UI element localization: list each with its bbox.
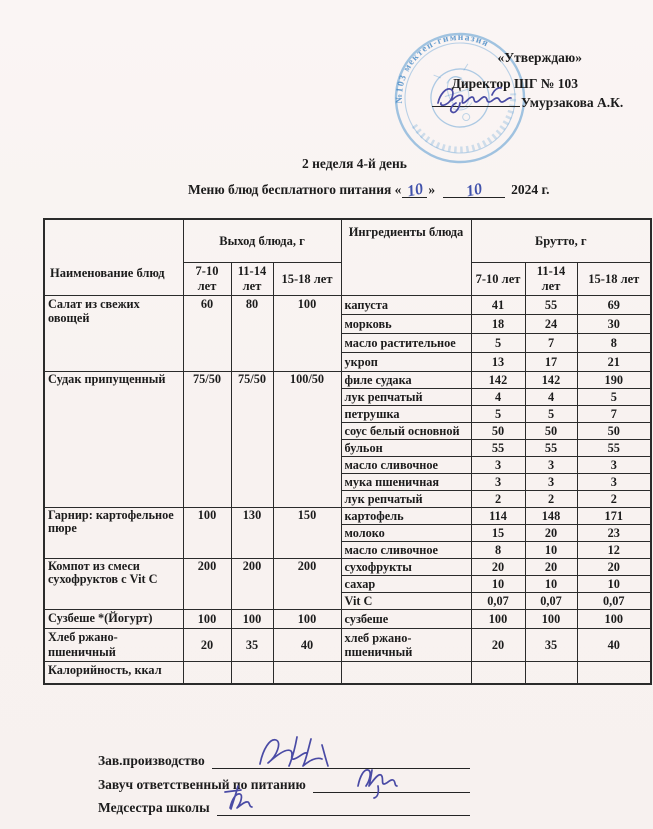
output-cell: 100 bbox=[183, 610, 231, 629]
header-age-15-18: 15-18 лет bbox=[577, 263, 651, 296]
gross-cell: 13 bbox=[471, 353, 525, 372]
gross-cell: 8 bbox=[471, 542, 525, 559]
gross-cell: 15 bbox=[471, 525, 525, 542]
gross-cell: 100 bbox=[577, 610, 651, 629]
output-cell: 75/50 bbox=[183, 372, 231, 508]
ingredient-cell: филе судака bbox=[341, 372, 471, 389]
ingredient-cell: морковь bbox=[341, 315, 471, 334]
gross-cell: 55 bbox=[525, 440, 577, 457]
header-age-11-14: 11-14 лет bbox=[231, 263, 273, 296]
output-cell: 200 bbox=[183, 559, 231, 610]
director-title: Директор ШГ № 103 bbox=[451, 76, 578, 91]
ingredient-cell: Vit C bbox=[341, 593, 471, 610]
output-cell bbox=[273, 662, 341, 685]
output-cell: 150 bbox=[273, 508, 341, 559]
gross-cell: 3 bbox=[471, 457, 525, 474]
production-manager-signature-line bbox=[212, 767, 470, 769]
gross-cell: 20 bbox=[471, 559, 525, 576]
gross-cell: 190 bbox=[577, 372, 651, 389]
ingredient-cell: масло сливочное bbox=[341, 542, 471, 559]
gross-cell: 20 bbox=[525, 559, 577, 576]
ingredient-cell: лук репчатый bbox=[341, 389, 471, 406]
gross-cell: 3 bbox=[577, 474, 651, 491]
dish-name-cell: Гарнир: картофельное пюре bbox=[44, 508, 183, 559]
menu-date-line bbox=[188, 180, 550, 201]
output-cell: 75/50 bbox=[231, 372, 273, 508]
gross-cell: 17 bbox=[525, 353, 577, 372]
gross-cell: 3 bbox=[577, 457, 651, 474]
header-dish-name: Наименование блюд bbox=[44, 219, 183, 296]
gross-cell: 171 bbox=[577, 508, 651, 525]
menu-table bbox=[43, 218, 652, 685]
gross-cell: 21 bbox=[577, 353, 651, 372]
gross-cell: 4 bbox=[525, 389, 577, 406]
gross-cell: 55 bbox=[577, 440, 651, 457]
output-cell: 100 bbox=[231, 610, 273, 629]
dish-name-cell: Сузбеше *(Йогурт) bbox=[44, 610, 183, 629]
gross-cell: 2 bbox=[471, 491, 525, 508]
footer-line-nutrition bbox=[98, 773, 470, 793]
gross-cell: 3 bbox=[525, 457, 577, 474]
menu-line-prefix: Меню блюд бесплатного питания « bbox=[188, 182, 402, 197]
gross-cell bbox=[471, 662, 525, 685]
gross-cell: 7 bbox=[577, 406, 651, 423]
gross-cell: 20 bbox=[471, 629, 525, 662]
gross-cell: 142 bbox=[525, 372, 577, 389]
dish-name-cell: Хлеб ржано-пшеничный bbox=[44, 629, 183, 662]
handwritten-day: 10 bbox=[405, 180, 425, 201]
ingredient-cell: молоко bbox=[341, 525, 471, 542]
dish-name-cell: Салат из свежих овощей bbox=[44, 296, 183, 372]
gross-cell: 7 bbox=[525, 334, 577, 353]
date-day-underline bbox=[402, 180, 427, 201]
stamp-arc-text: №103 мектеп-гимназия bbox=[394, 32, 491, 104]
table-row bbox=[44, 372, 651, 389]
output-cell: 100 bbox=[183, 508, 231, 559]
gross-cell: 148 bbox=[525, 508, 577, 525]
gross-cell: 23 bbox=[577, 525, 651, 542]
gross-cell: 40 bbox=[577, 629, 651, 662]
gross-cell: 50 bbox=[471, 423, 525, 440]
header-gross-group: Брутто, г bbox=[471, 219, 651, 263]
header-ingredients: Ингредиенты блюда bbox=[341, 219, 471, 296]
gross-cell: 0,07 bbox=[525, 593, 577, 610]
nurse-signature-line bbox=[217, 814, 470, 816]
quote-close: » bbox=[428, 182, 436, 197]
footer-line-production bbox=[98, 749, 470, 769]
ingredient-cell: соус белый основной bbox=[341, 423, 471, 440]
gross-cell: 5 bbox=[471, 334, 525, 353]
footer-line-nurse bbox=[98, 796, 470, 816]
dish-name-cell: Судак припущенный bbox=[44, 372, 183, 508]
output-cell: 100 bbox=[273, 610, 341, 629]
gross-cell: 20 bbox=[577, 559, 651, 576]
header-age-7-10: 7-10 лет bbox=[183, 263, 231, 296]
nutrition-head-signature-line bbox=[313, 791, 470, 793]
output-cell: 60 bbox=[183, 296, 231, 372]
gross-cell: 50 bbox=[577, 423, 651, 440]
nurse-label: Медсестра школы bbox=[98, 800, 210, 815]
gross-cell: 5 bbox=[471, 406, 525, 423]
header-age-15-18: 15-18 лет bbox=[273, 263, 341, 296]
gross-cell: 100 bbox=[471, 610, 525, 629]
header-age-7-10: 7-10 лет bbox=[471, 263, 525, 296]
gross-cell: 55 bbox=[471, 440, 525, 457]
ingredient-cell: капуста bbox=[341, 296, 471, 315]
table-row bbox=[44, 662, 651, 685]
gross-cell: 41 bbox=[471, 296, 525, 315]
table-row bbox=[44, 629, 651, 662]
ingredient-cell bbox=[341, 662, 471, 685]
dish-name-cell: Компот из смеси сухофруктов с Vit C bbox=[44, 559, 183, 610]
output-cell: 35 bbox=[231, 629, 273, 662]
output-cell: 130 bbox=[231, 508, 273, 559]
date-month-underline bbox=[443, 180, 505, 201]
ingredient-cell: картофель bbox=[341, 508, 471, 525]
ingredient-cell: укроп bbox=[341, 353, 471, 372]
menu-table-body bbox=[44, 296, 651, 685]
table-row bbox=[44, 559, 651, 576]
gross-cell: 8 bbox=[577, 334, 651, 353]
gross-cell: 5 bbox=[525, 406, 577, 423]
gross-cell: 10 bbox=[471, 576, 525, 593]
handwritten-month: 10 bbox=[464, 180, 484, 201]
dish-name-cell: Калорийность, ккал bbox=[44, 662, 183, 685]
gross-cell: 142 bbox=[471, 372, 525, 389]
gross-cell bbox=[577, 662, 651, 685]
output-cell: 80 bbox=[231, 296, 273, 372]
output-cell: 100/50 bbox=[273, 372, 341, 508]
output-cell bbox=[231, 662, 273, 685]
ingredient-cell: хлеб ржано-пшеничный bbox=[341, 629, 471, 662]
ingredient-cell: масло сливочное bbox=[341, 457, 471, 474]
year-suffix: 2024 г. bbox=[511, 182, 550, 197]
week-day-title: 2 неделя 4-й день bbox=[302, 156, 407, 171]
gross-cell: 10 bbox=[525, 576, 577, 593]
output-cell: 200 bbox=[231, 559, 273, 610]
nutrition-head-label: Завуч ответственный по питанию bbox=[98, 777, 306, 792]
gross-cell: 10 bbox=[525, 542, 577, 559]
director-signature-line bbox=[432, 92, 520, 107]
output-cell: 100 bbox=[273, 296, 341, 372]
director-name: Умурзакова А.К. bbox=[521, 95, 624, 110]
ingredient-cell: бульон bbox=[341, 440, 471, 457]
gross-cell: 4 bbox=[471, 389, 525, 406]
output-cell: 40 bbox=[273, 629, 341, 662]
gross-cell: 50 bbox=[525, 423, 577, 440]
approval-label: «Утверждаю» bbox=[497, 50, 582, 65]
gross-cell: 18 bbox=[471, 315, 525, 334]
header-output-group: Выход блюда, г bbox=[183, 219, 341, 263]
gross-cell: 2 bbox=[525, 491, 577, 508]
gross-cell: 12 bbox=[577, 542, 651, 559]
gross-cell: 3 bbox=[525, 474, 577, 491]
ingredient-cell: сахар bbox=[341, 576, 471, 593]
gross-cell: 5 bbox=[577, 389, 651, 406]
gross-cell: 3 bbox=[471, 474, 525, 491]
gross-cell: 24 bbox=[525, 315, 577, 334]
output-cell: 20 bbox=[183, 629, 231, 662]
output-cell bbox=[183, 662, 231, 685]
gross-cell: 35 bbox=[525, 629, 577, 662]
gross-cell bbox=[525, 662, 577, 685]
ingredient-cell: сухофрукты bbox=[341, 559, 471, 576]
header-age-11-14: 11-14 лет bbox=[525, 263, 577, 296]
table-row bbox=[44, 296, 651, 315]
ingredient-cell: сузбеше bbox=[341, 610, 471, 629]
ingredient-cell: масло растительное bbox=[341, 334, 471, 353]
table-row bbox=[44, 508, 651, 525]
table-row bbox=[44, 610, 651, 629]
output-cell: 200 bbox=[273, 559, 341, 610]
gross-cell: 30 bbox=[577, 315, 651, 334]
gross-cell: 55 bbox=[525, 296, 577, 315]
gross-cell: 69 bbox=[577, 296, 651, 315]
ingredient-cell: петрушка bbox=[341, 406, 471, 423]
gross-cell: 0,07 bbox=[471, 593, 525, 610]
gross-cell: 20 bbox=[525, 525, 577, 542]
gross-cell: 100 bbox=[525, 610, 577, 629]
gross-cell: 2 bbox=[577, 491, 651, 508]
production-manager-label: Зав.производство bbox=[98, 753, 205, 768]
gross-cell: 114 bbox=[471, 508, 525, 525]
gross-cell: 0,07 bbox=[577, 593, 651, 610]
ingredient-cell: лук репчатый bbox=[341, 491, 471, 508]
gross-cell: 10 bbox=[577, 576, 651, 593]
ingredient-cell: мука пшеничная bbox=[341, 474, 471, 491]
